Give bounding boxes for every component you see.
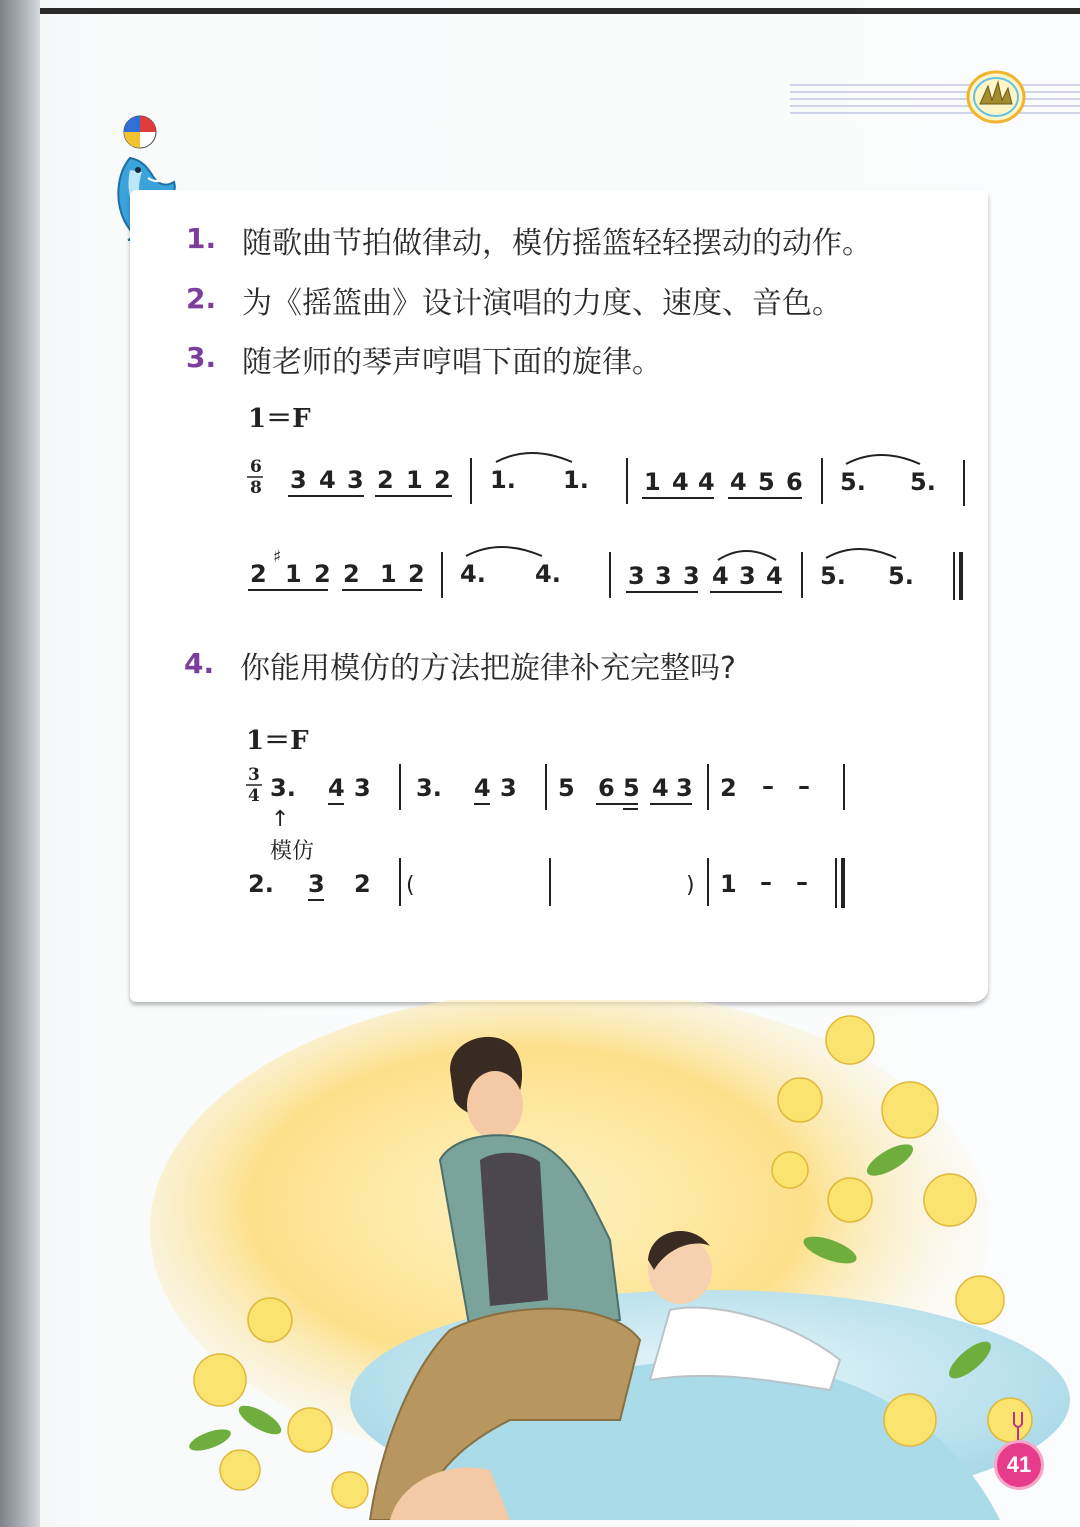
note: 2 xyxy=(314,560,331,588)
note: 3 xyxy=(290,466,307,494)
header-stripes xyxy=(790,84,1080,118)
note: 3 xyxy=(655,562,672,590)
note: 4 xyxy=(766,562,783,590)
note: 5 xyxy=(623,774,640,802)
key-signature-2: 1＝F xyxy=(246,726,309,756)
note: 4 xyxy=(712,562,729,590)
book-spine-shadow xyxy=(0,0,40,1527)
note: 2 xyxy=(250,560,267,588)
dash: – xyxy=(796,868,808,896)
note: 1 xyxy=(644,468,661,496)
question-2-number: 2. xyxy=(186,282,217,315)
time-signature-top: 6 xyxy=(250,457,262,477)
dash: – xyxy=(762,772,774,800)
time-signature-bottom: 8 xyxy=(250,478,262,498)
key-signature-1: 1＝F xyxy=(248,404,311,434)
note: 5. xyxy=(840,468,866,496)
note: 4. xyxy=(460,560,486,588)
note: 3 xyxy=(347,466,364,494)
note: 3 xyxy=(739,562,756,590)
page-number-badge xyxy=(994,1440,1044,1490)
note: 2. xyxy=(248,870,274,898)
dash: – xyxy=(760,868,772,896)
note: 1 xyxy=(380,560,397,588)
note: 5. xyxy=(820,562,846,590)
note: 4 xyxy=(730,468,747,496)
question-3-text: 随老师的琴声哼唱下面的旋律。 xyxy=(242,345,662,380)
note: 3 xyxy=(308,870,325,898)
note: 5 xyxy=(758,468,775,496)
imitate-label: 模仿 xyxy=(270,839,315,864)
note: 4 xyxy=(319,466,336,494)
note: 2 xyxy=(434,466,451,494)
note: 1 xyxy=(720,870,737,898)
note: 3 xyxy=(354,774,371,802)
note: 4 xyxy=(328,774,345,802)
question-1-text: 随歌曲节拍做律动，模仿摇篮轻轻摆动的动作。 xyxy=(242,226,872,261)
note: 1. xyxy=(563,466,589,494)
note: 2 xyxy=(408,560,425,588)
note: 6 xyxy=(598,774,615,802)
note: 5. xyxy=(910,468,936,496)
note: 4 xyxy=(672,468,689,496)
note: 2 xyxy=(343,560,360,588)
note: 6 xyxy=(786,468,803,496)
close-paren: ) xyxy=(686,873,695,898)
time-signature-bottom: 4 xyxy=(248,786,260,806)
dash: – xyxy=(798,772,810,800)
question-1-number: 1. xyxy=(186,222,217,255)
open-paren: ( xyxy=(406,873,415,898)
note: 5. xyxy=(888,562,914,590)
note: 2 xyxy=(720,774,737,802)
melody-score-2 xyxy=(240,758,860,918)
note: 4 xyxy=(698,468,715,496)
note: 2 xyxy=(354,870,371,898)
note: 3 xyxy=(683,562,700,590)
note: 4. xyxy=(535,560,561,588)
note: 3 xyxy=(500,774,517,802)
note: 1. xyxy=(490,466,516,494)
question-3-number: 3. xyxy=(186,341,217,374)
page-number: 41 xyxy=(1006,1452,1032,1477)
question-4-text: 你能用模仿的方法把旋律补充完整吗? xyxy=(240,651,736,686)
question-2-text: 为《摇篮曲》设计演唱的力度、速度、音色。 xyxy=(242,286,842,321)
note: 5 xyxy=(558,774,575,802)
note: 3. xyxy=(270,774,296,802)
sharp-sign: ♯ xyxy=(273,547,282,567)
music-badge-icon xyxy=(966,70,1026,124)
note: 3. xyxy=(416,774,442,802)
melody-score-1 xyxy=(240,448,980,608)
page-top-edge xyxy=(40,8,1080,14)
note: 1 xyxy=(406,466,423,494)
arrow-up-icon: ↑ xyxy=(271,807,290,832)
note: 2 xyxy=(377,466,394,494)
note: 1 xyxy=(285,560,302,588)
time-signature-top: 3 xyxy=(248,765,260,785)
note: 3 xyxy=(628,562,645,590)
note: 3 xyxy=(676,774,693,802)
tuning-fork-icon xyxy=(1010,1410,1026,1440)
mother-child-flowers-illustration xyxy=(150,1000,1080,1520)
note: 4 xyxy=(652,774,669,802)
note: 4 xyxy=(474,774,491,802)
question-4-number: 4. xyxy=(184,647,215,680)
